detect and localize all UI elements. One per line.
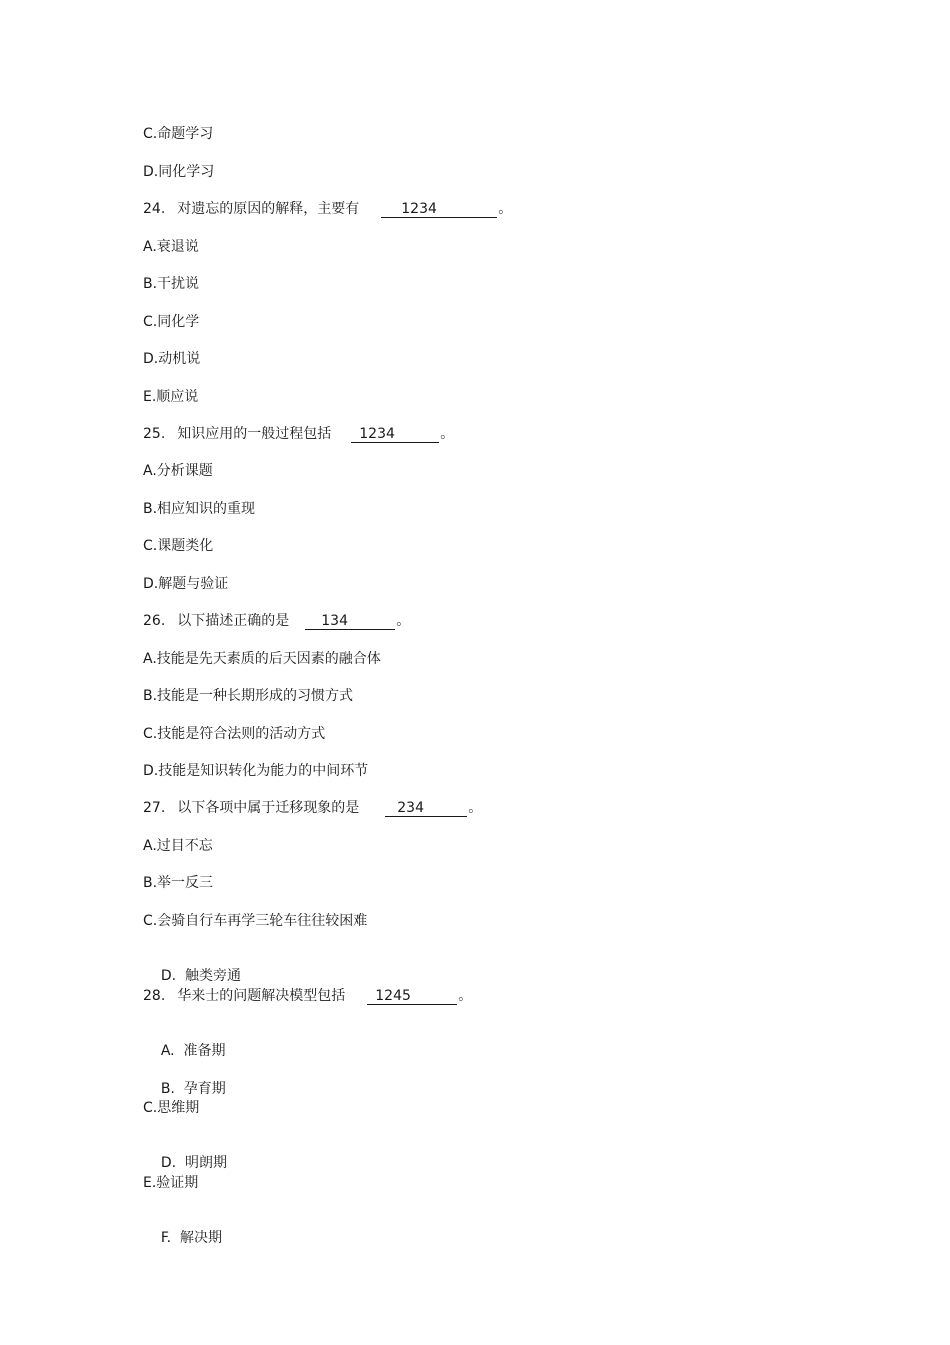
option-line (143, 762, 368, 780)
option-line (143, 725, 325, 743)
option-text: C.会骑自行车再学三轮车往往较困难 (143, 913, 368, 929)
option-text: B.举一反三 (143, 875, 214, 891)
option-line (143, 1211, 222, 1265)
answer-blank: 1245 (367, 988, 457, 1005)
option-text: A. 准备期 (160, 1043, 226, 1059)
question-period: 。 (396, 613, 411, 629)
question-number: 26. (143, 613, 166, 629)
option-line (143, 874, 213, 892)
question-number: 27. (143, 800, 166, 816)
option-line (143, 575, 228, 593)
option-line (143, 125, 213, 143)
option-text: C.命题学习 (143, 126, 214, 142)
question-period: 。 (498, 201, 513, 217)
question-text: 华来士的问题解决模型包括 (177, 988, 346, 1004)
option-line (143, 650, 381, 668)
option-line (143, 1174, 198, 1192)
option-line (143, 163, 214, 181)
question-28 (143, 987, 472, 1005)
answer-blank: 1234 (381, 201, 497, 218)
option-line (143, 462, 213, 480)
option-text: A.衰退说 (143, 239, 199, 255)
option-text: D. 明朗期 (160, 1155, 227, 1171)
question-text: 知识应用的一般过程包括 (177, 426, 332, 442)
option-line (143, 500, 255, 518)
question-text: 以下描述正确的是 (177, 613, 290, 629)
question-number: 25. (143, 426, 166, 442)
option-line (143, 912, 367, 930)
option-text: C.思维期 (143, 1100, 200, 1116)
question-period: 。 (468, 800, 483, 816)
option-text: C.技能是符合法则的活动方式 (143, 726, 326, 742)
question-27 (143, 799, 482, 817)
option-text: D.技能是知识转化为能力的中间环节 (143, 763, 369, 779)
option-line (143, 238, 199, 256)
option-text: B.干扰说 (143, 276, 200, 292)
option-line (143, 313, 199, 331)
question-number: 28. (143, 988, 166, 1004)
question-25 (143, 425, 454, 443)
option-line (143, 275, 199, 293)
option-line (143, 350, 200, 368)
option-text: D.动机说 (143, 351, 201, 367)
option-text: A.分析课题 (143, 463, 213, 479)
option-text: B.技能是一种长期形成的习惯方式 (143, 688, 354, 704)
option-line (143, 388, 198, 406)
option-text: B.相应知识的重现 (143, 501, 256, 517)
answer-blank: 234 (385, 800, 467, 817)
question-24 (143, 200, 512, 218)
option-line (143, 1099, 199, 1117)
option-text: D. 触类旁通 (160, 968, 241, 984)
question-26 (143, 612, 410, 630)
question-period: 。 (440, 426, 455, 442)
option-text: B. 孕育期 (160, 1081, 226, 1097)
option-text: E.顺应说 (143, 389, 199, 405)
answer-blank: 1234 (351, 426, 439, 443)
question-period: 。 (458, 988, 473, 1004)
option-text: D.解题与验证 (143, 576, 229, 592)
question-number: 24. (143, 201, 166, 217)
question-text: 以下各项中属于迁移现象的是 (177, 800, 360, 816)
option-text: D.同化学习 (143, 164, 215, 180)
option-line (143, 837, 213, 855)
option-line (143, 537, 213, 555)
question-text: 对遗忘的原因的解释，主要有 (177, 201, 360, 217)
option-text: C.课题类化 (143, 538, 214, 554)
option-text: A.过目不忘 (143, 838, 213, 854)
option-text: F. 解决期 (160, 1230, 222, 1246)
option-line (143, 687, 353, 705)
answer-blank: 134 (305, 613, 395, 630)
option-text: A.技能是先天素质的后天因素的融合体 (143, 651, 381, 667)
option-text: C.同化学 (143, 314, 200, 330)
option-text: E.验证期 (143, 1175, 199, 1191)
